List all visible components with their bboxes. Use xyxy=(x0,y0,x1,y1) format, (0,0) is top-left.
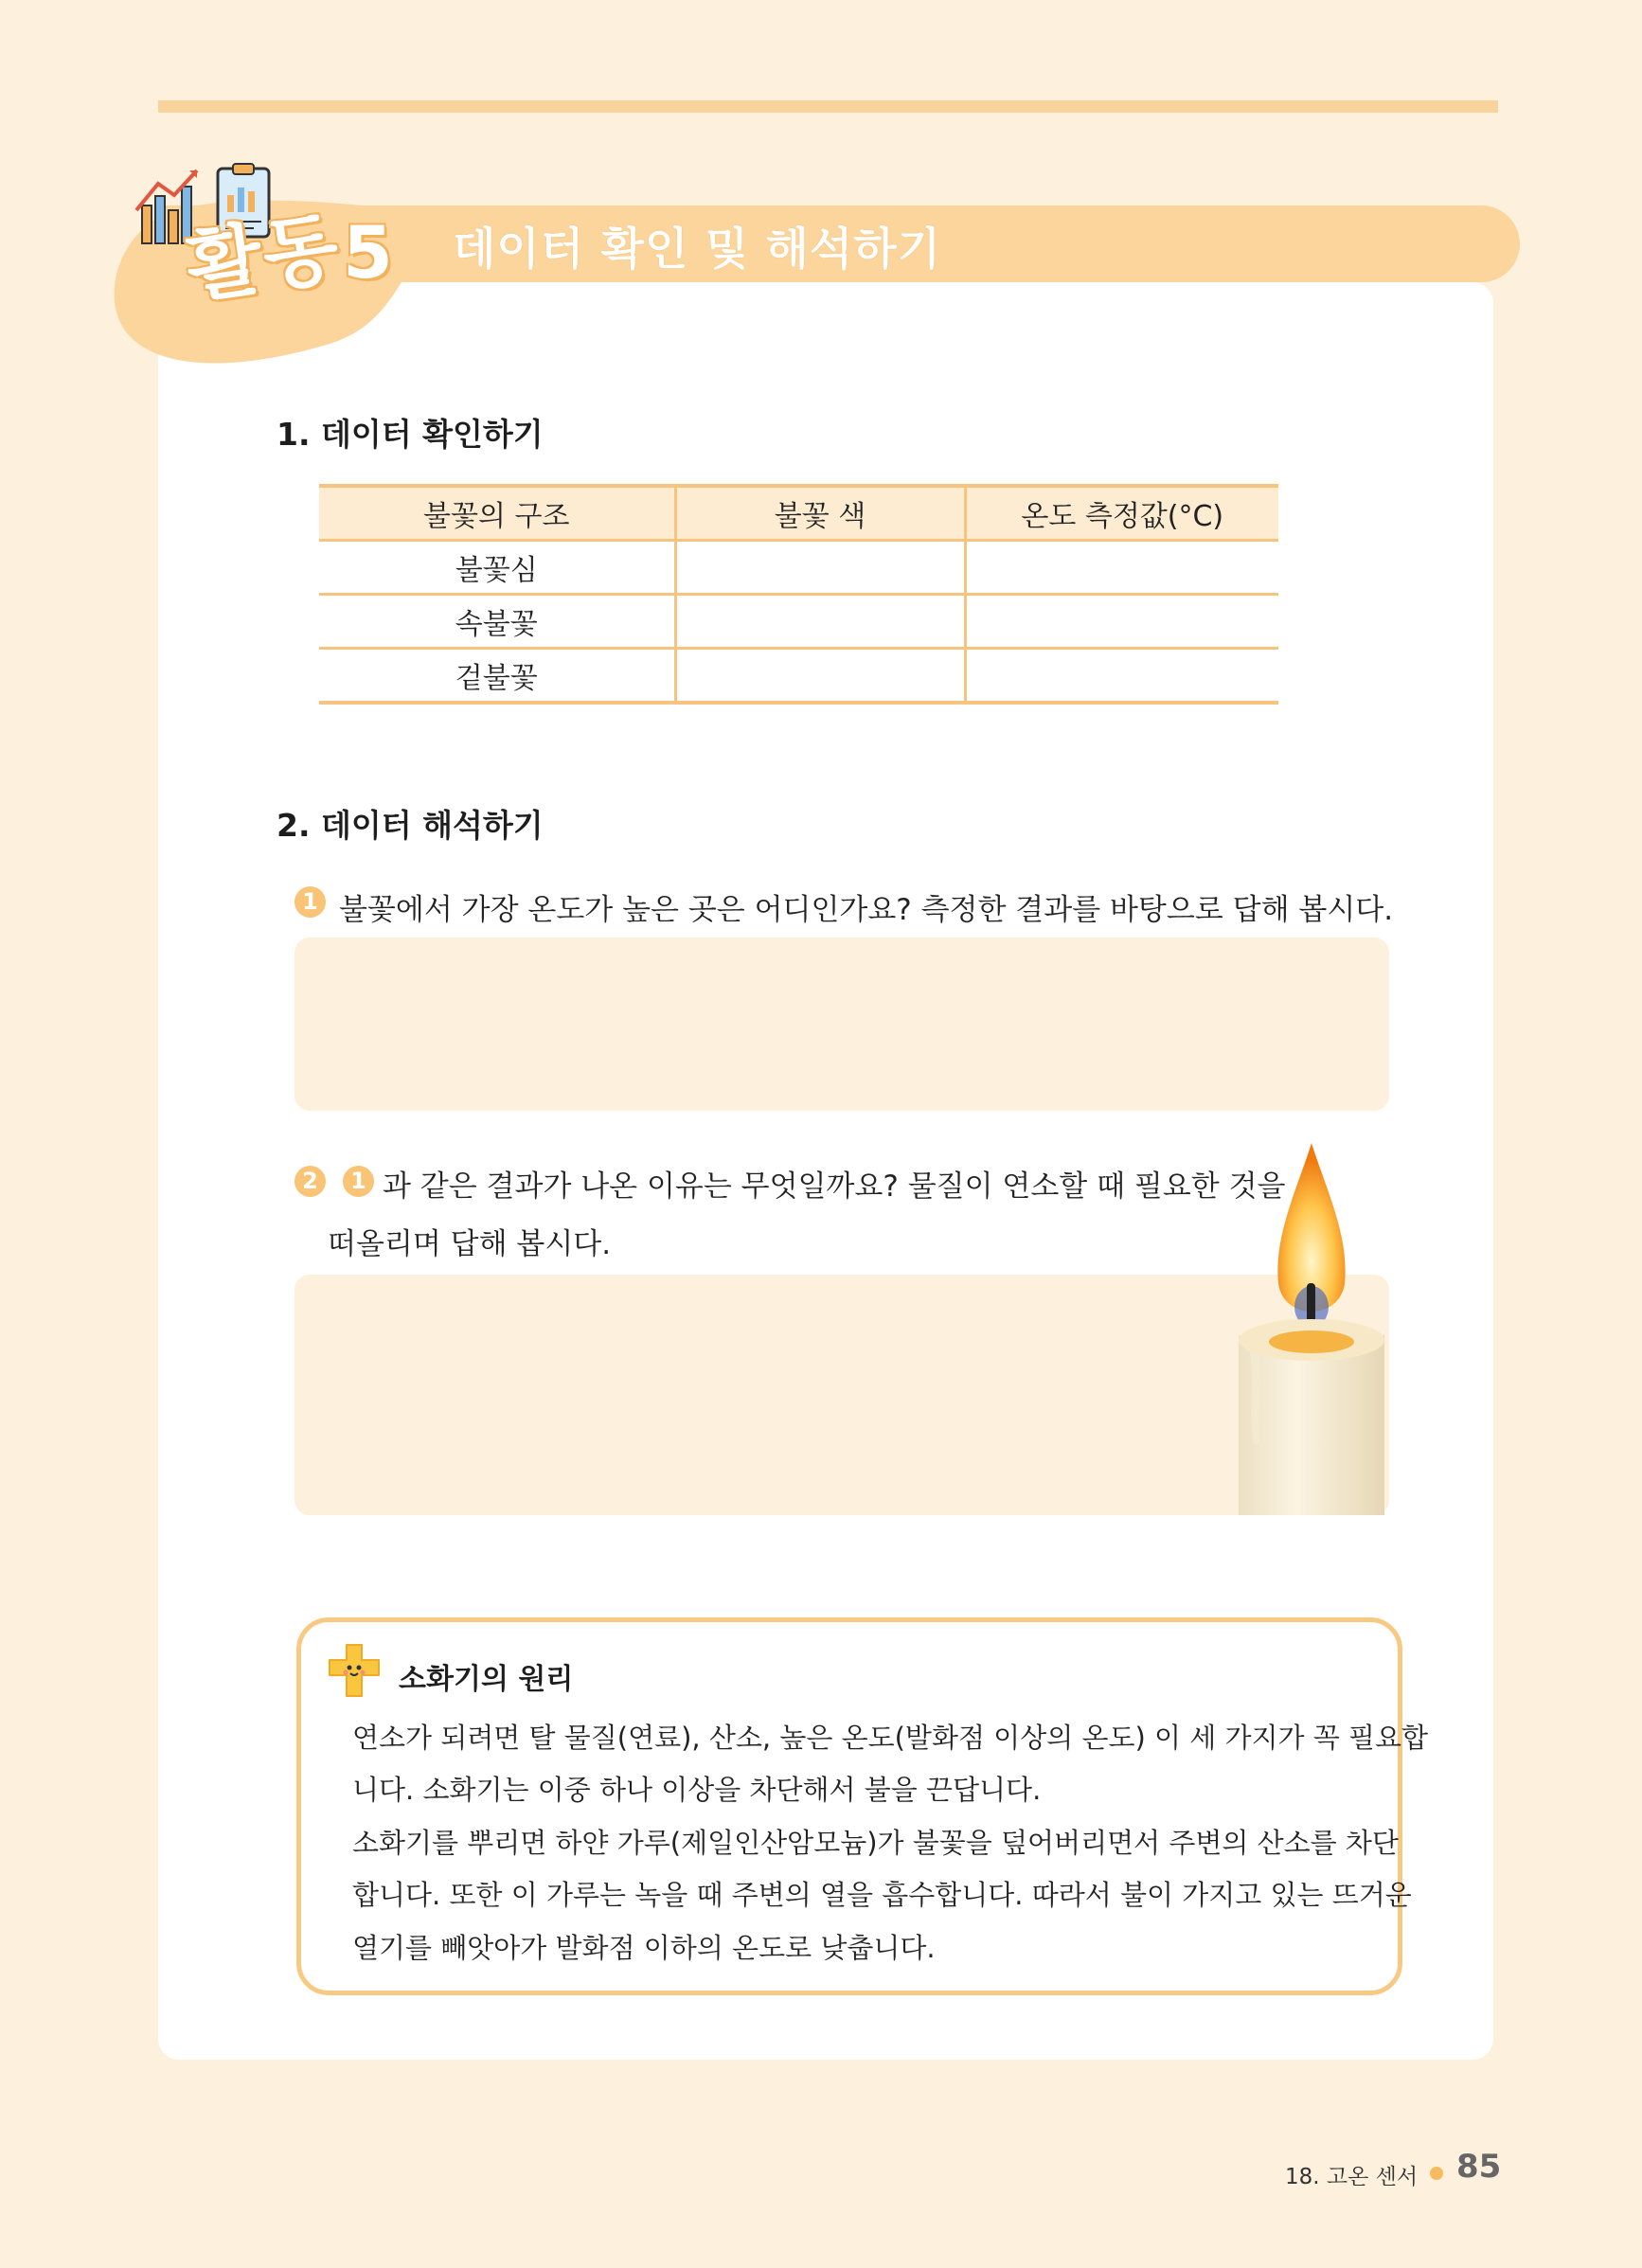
number-circle: 2 xyxy=(294,1166,326,1197)
activity-number: 5 xyxy=(343,210,393,295)
candle-image xyxy=(1231,1132,1392,1515)
table-cell-input[interactable] xyxy=(675,595,965,649)
answer-box-2[interactable] xyxy=(294,1275,1389,1515)
page-number: 85 xyxy=(1456,2148,1502,2186)
tip-line: 합니다. 또한 이 가루는 녹을 때 주변의 열을 흡수합니다. 따라서 불이 가지고 있는 뜨거운 xyxy=(352,1879,1412,1911)
question-2-number xyxy=(294,1166,326,1197)
table-cell: 겉불꽃 xyxy=(319,649,675,704)
answer-box-1[interactable] xyxy=(294,938,1389,1111)
table-cell-input[interactable] xyxy=(675,649,965,704)
question-1-number xyxy=(294,886,326,918)
plus-mascot-icon xyxy=(326,1641,383,1700)
column-header: 불꽃 색 xyxy=(675,486,965,541)
footer-chapter: 18. 고온 센서 xyxy=(1285,2165,1419,2189)
table-row xyxy=(319,595,1278,649)
table-cell: 불꽃심 xyxy=(319,541,675,595)
table-cell-input[interactable] xyxy=(965,649,1278,704)
question-2-text-line1: 과 같은 결과가 나온 이유는 무엇일까요? 물질이 연소할 때 필요한 것을 xyxy=(383,1170,1286,1204)
number-circle: 1 xyxy=(294,886,326,918)
table-cell-input[interactable] xyxy=(675,541,965,595)
column-header: 온도 측정값(°C) xyxy=(965,486,1278,541)
table-cell-input[interactable] xyxy=(965,541,1278,595)
table-header-row xyxy=(319,486,1278,541)
flame-data-table xyxy=(319,484,1278,705)
tip-line: 니다. 소화기는 이중 하나 이상을 차단해서 불을 끈답니다. xyxy=(352,1774,1042,1806)
section-title-data-check: 1. 데이터 확인하기 xyxy=(277,416,544,453)
table-cell-input[interactable] xyxy=(965,595,1278,649)
tip-line: 연소가 되려면 탈 물질(연료), 산소, 높은 온도(발화점 이상의 온도) 이 세 가지가 꼭 필요합 xyxy=(352,1722,1429,1754)
table-row xyxy=(319,541,1278,595)
question-1-text: 불꽃에서 가장 온도가 높은 곳은 어디인가요? 측정한 결과를 바탕으로 답해 봅시다. xyxy=(339,893,1394,927)
activity-label: 활동 xyxy=(181,203,347,314)
number-circle: 1 xyxy=(343,1166,374,1197)
question-2-ref-number xyxy=(343,1166,374,1197)
tip-title: 소화기의 원리 xyxy=(399,1663,574,1696)
table-cell: 속불꽃 xyxy=(319,595,675,649)
column-header: 불꽃의 구조 xyxy=(319,486,675,541)
section-title-data-interpret: 2. 데이터 해석하기 xyxy=(277,807,544,844)
tip-line: 소화기를 뿌리면 하얀 가루(제일인산암모늄)가 불꽃을 덮어버리면서 주변의 산소를 차단 xyxy=(352,1827,1399,1859)
top-rule xyxy=(158,100,1498,113)
footer-dot xyxy=(1430,2167,1443,2180)
page-title: 데이터 확인 및 해석하기 xyxy=(453,223,942,276)
tip-line: 열기를 빼앗아가 발화점 이하의 온도로 낮춥니다. xyxy=(352,1932,936,1964)
table-row xyxy=(319,649,1278,704)
question-2-text-line2: 떠올리며 답해 봅시다. xyxy=(328,1227,612,1261)
